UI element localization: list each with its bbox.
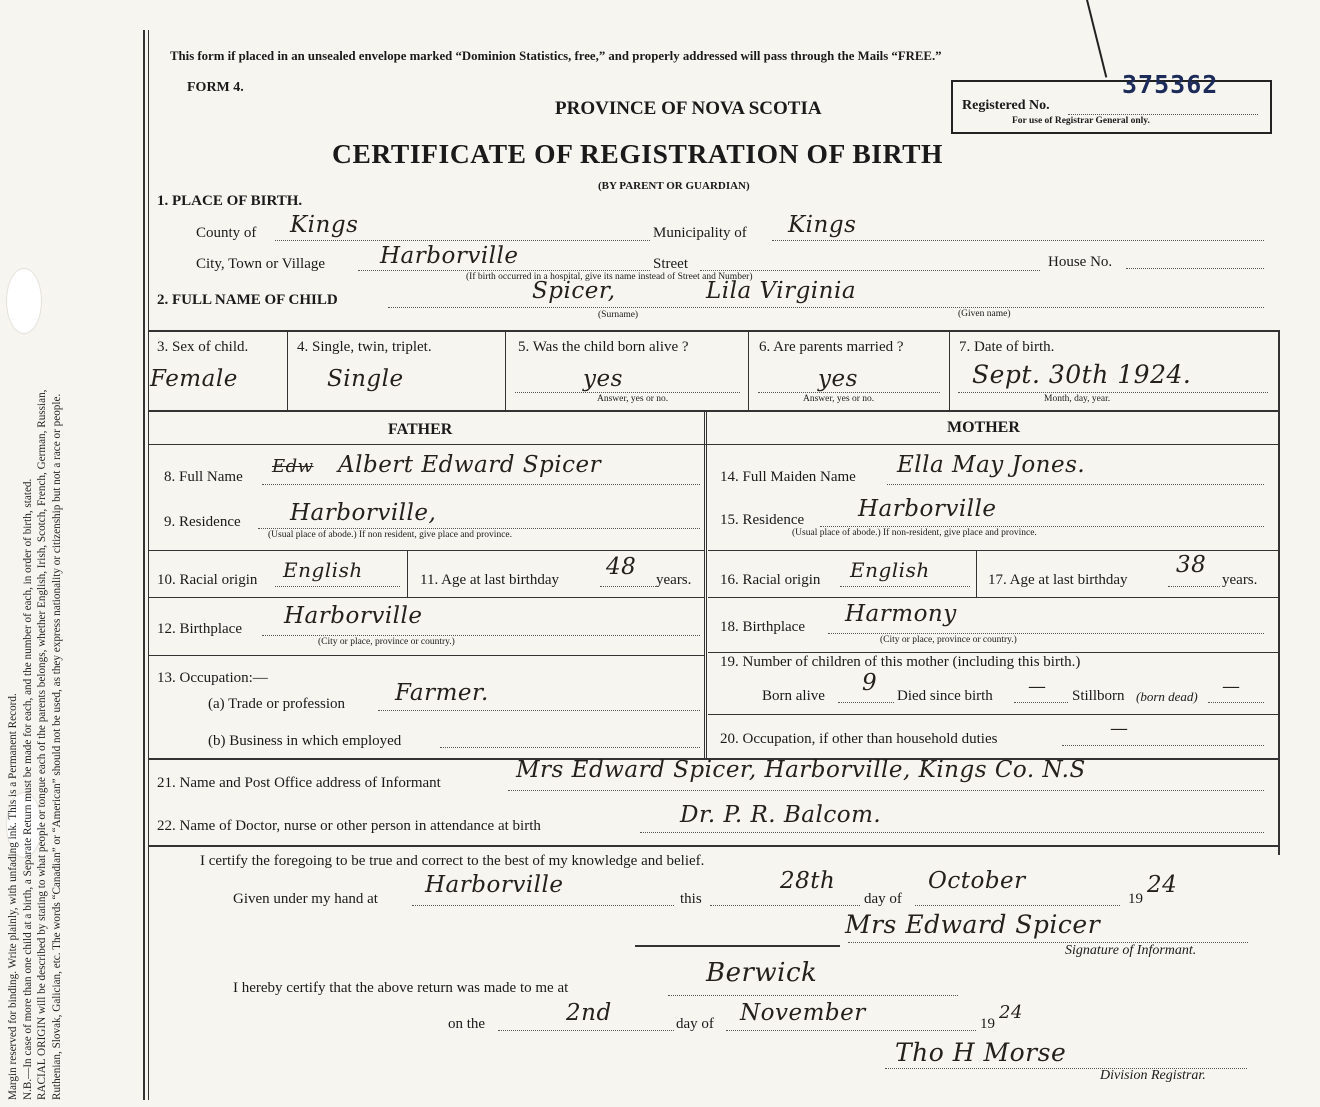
place-of-birth-heading: 1. PLACE OF BIRTH. [157, 193, 303, 209]
father-age-value: 48 [606, 554, 637, 580]
divider-col-3 [748, 330, 749, 410]
father-name-value: Albert Edward Spicer [338, 452, 602, 478]
mother-residence-line [820, 526, 1264, 527]
given-day: 28th [780, 868, 836, 894]
street-label: Street [653, 256, 688, 272]
mother-divider-age [976, 550, 977, 597]
father-birthplace-note: (City or place, province or country.) [318, 637, 455, 647]
born-alive-count-value: 9 [862, 670, 878, 696]
county-label: County of [196, 225, 257, 241]
father-years-label: years. [656, 572, 692, 588]
mother-age-line [1168, 586, 1220, 587]
surname-note: (Surname) [598, 310, 639, 320]
reg-day-of-label: day of [676, 1016, 714, 1032]
reg-line [1068, 114, 1258, 115]
informant-value: Mrs Edward Spicer, Harborville, Kings Co. N.S [516, 757, 1086, 783]
father-birthplace-label: 12. Birthplace [157, 621, 242, 637]
divider-col-2 [505, 330, 506, 410]
city-label: City, Town or Village [196, 256, 326, 272]
mother-heading: MOTHER [947, 419, 1020, 436]
county-value: Kings [290, 212, 359, 238]
divider-col-4 [949, 330, 950, 410]
died-since-birth-value: — [1028, 676, 1047, 697]
stillborn-label: Stillborn [1072, 688, 1125, 704]
mother-birthplace-label: 18. Birthplace [720, 619, 805, 635]
father-divider-race [148, 550, 704, 551]
father-residence-label: 9. Residence [164, 514, 241, 530]
mother-name-label: 14. Full Maiden Name [720, 469, 856, 485]
born-alive-count-line [838, 702, 894, 703]
registrar-year: 24 [999, 1002, 1023, 1023]
stillborn-note: (born dead) [1136, 689, 1198, 704]
mother-race-value: English [850, 558, 930, 582]
father-race-value: English [283, 558, 363, 582]
divider-col-1 [287, 330, 288, 410]
municipality-line [772, 240, 1264, 241]
divider-parents-heading [148, 444, 1278, 445]
born-alive-note: Answer, yes or no. [597, 394, 669, 404]
given-at-place: Harborville [425, 872, 564, 898]
registrar-statement: I hereby certify that the above return was made to me at [233, 980, 569, 996]
informant-line [508, 790, 1264, 791]
mother-name-line [887, 484, 1264, 485]
left-border-inner [148, 30, 149, 1100]
father-heading: FATHER [388, 421, 453, 438]
mother-birthplace-note: (City or place, province or country.) [880, 635, 1017, 645]
father-age-label: 11. Age at last birthday [420, 572, 559, 588]
reg-year-prefix: 19 [980, 1016, 995, 1032]
parents-married-value: yes [818, 366, 858, 392]
certification-statement: I certify the foregoing to be true and correct to the best of my knowledge and belief. [200, 853, 705, 869]
divider-certification-top [148, 845, 1278, 847]
father-trade-value: Farmer. [395, 680, 489, 706]
father-trade-label: (a) Trade or profession [208, 696, 346, 712]
mother-residence-label: 15. Residence [720, 512, 805, 528]
margin-note-3: RACIAL ORIGIN will be described by stating to what people or tongue each of the parents belongs, whether English, Irish, Scotch, French, German, Russian, [36, 389, 49, 1100]
father-divider-birthplace [148, 597, 704, 598]
registrar-label: Division Registrar. [1100, 1068, 1206, 1083]
mother-divider-birthplace [708, 597, 1278, 598]
father-occupation-label: 13. Occupation:— [157, 670, 268, 686]
parents-married-label: 6. Are parents married ? [759, 339, 904, 355]
margin-note-4: Ruthenian, Slovak, Galician, etc. The words “Canadian” or “American” should not be used, as they express nationality or citizenship but not a race or people. [50, 393, 63, 1100]
stamp-line [1086, 0, 1107, 78]
mother-divider-occupation [708, 714, 1278, 715]
plurality-label: 4. Single, twin, triplet. [297, 339, 432, 355]
registrar-place-line [668, 995, 958, 996]
father-name-struck: Edw [272, 456, 314, 477]
mother-age-value: 38 [1176, 552, 1207, 578]
father-birthplace-value: Harborville [284, 603, 423, 629]
date-of-birth-note: Month, day, year. [1044, 394, 1111, 404]
city-line [358, 270, 650, 271]
mother-race-line [840, 586, 970, 587]
margin-note-2: N.B.—In case of more than one child at a birth, a Separate Return must be made for each, and the number of each, in order of birth, stated. [21, 478, 34, 1100]
father-age-line [600, 586, 656, 587]
certificate-title: CERTIFICATE OF REGISTRATION OF BIRTH [332, 138, 944, 169]
margin-note-1: Margin reserved for binding. Write plainly, with unfading ink. This is a Permanent Record. [7, 693, 19, 1100]
father-residence-value: Harborville, [290, 500, 437, 526]
given-year: 24 [1147, 872, 1178, 898]
informant-signature: Mrs Edward Spicer [845, 910, 1101, 939]
registrar-month: November [740, 1000, 866, 1026]
municipality-label: Municipality of [653, 225, 747, 241]
informant-label: 21. Name and Post Office address of Informant [157, 775, 441, 791]
given-at-line [412, 905, 674, 906]
margin-notes [6, 40, 64, 1100]
doctor-line [640, 832, 1264, 833]
married-line [758, 392, 940, 393]
born-alive-count-label: Born alive [762, 688, 825, 704]
city-value: Harborville [380, 243, 519, 269]
child-given-name: Lila Virginia [706, 278, 857, 304]
year-prefix: 19 [1128, 891, 1143, 907]
registrar-signature: Tho H Morse [895, 1038, 1067, 1067]
stillborn-value: — [1222, 676, 1241, 697]
father-business-label: (b) Business in which employed [208, 733, 402, 749]
registrar-use-note: For use of Registrar General only. [1012, 116, 1150, 126]
date-line [958, 392, 1268, 393]
born-alive-value: yes [583, 366, 623, 392]
date-of-birth-label: 7. Date of birth. [959, 339, 1055, 355]
died-since-birth-line [1014, 702, 1068, 703]
doctor-label: 22. Name of Doctor, nurse or other person in attendance at birth [157, 818, 541, 834]
child-surname: Spicer, [532, 278, 616, 304]
father-residence-line [258, 528, 700, 529]
given-month: October [928, 868, 1026, 894]
divider-parents-middle [704, 410, 707, 758]
father-residence-note: (Usual place of abode.) If non resident, give place and province. [268, 530, 512, 540]
house-line [1126, 268, 1264, 269]
stillborn-line [1208, 702, 1264, 703]
divider-parents-top [148, 410, 1278, 412]
right-border [1278, 330, 1280, 855]
mother-occupation-line [1062, 745, 1264, 746]
mother-birthplace-line [828, 633, 1264, 634]
sex-value: Female [150, 366, 238, 392]
house-label: House No. [1048, 254, 1113, 270]
registrar-day: 2nd [566, 1000, 612, 1026]
father-race-label: 10. Racial origin [157, 572, 258, 588]
mother-divider-children [708, 652, 1278, 653]
mother-age-label: 17. Age at last birthday [988, 572, 1128, 588]
signature-label: Signature of Informant. [1065, 943, 1197, 958]
child-name-line [388, 307, 1264, 308]
municipality-value: Kings [788, 212, 857, 238]
died-since-birth-label: Died since birth [897, 688, 993, 704]
born-alive-line [515, 392, 740, 393]
doctor-value: Dr. P. R. Balcom. [680, 802, 882, 828]
date-of-birth-value: Sept. 30th 1924. [972, 360, 1192, 389]
plurality-value: Single [327, 366, 404, 392]
father-name-line [262, 484, 700, 485]
mother-birthplace-value: Harmony [845, 601, 957, 627]
parents-married-note: Answer, yes or no. [803, 394, 875, 404]
given-at-label: Given under my hand at [233, 891, 378, 907]
registered-number: 375362 [1122, 70, 1219, 99]
mother-years-label: years. [1222, 572, 1258, 588]
mail-notice: This form if placed in an unsealed envelope marked “Dominion Statistics, free,” and properly addressed will pass through the Mails “FREE.” [170, 49, 942, 63]
certificate-subtitle: (BY PARENT OR GUARDIAN) [598, 180, 750, 192]
father-business-line [440, 747, 700, 748]
reg-day-line [498, 1030, 674, 1031]
hospital-note: (If birth occurred in a hospital, give its name instead of Street and Number) [466, 272, 753, 282]
mother-race-label: 16. Racial origin [720, 572, 821, 588]
father-divider-occupation [148, 655, 704, 656]
mother-residence-note: (Usual place of abode.) If non-resident, give place and province. [792, 528, 1037, 538]
given-name-note: (Given name) [958, 309, 1011, 319]
mother-residence-value: Harborville [858, 496, 997, 522]
mother-divider-race [708, 550, 1278, 551]
registered-label: Registered No. [962, 98, 1050, 113]
on-the-label: on the [448, 1016, 486, 1032]
children-count-label: 19. Number of children of this mother (including this birth.) [720, 654, 1081, 670]
this-day-line [710, 905, 860, 906]
registrar-place: Berwick [706, 958, 818, 988]
father-trade-line [378, 710, 700, 711]
form-number: FORM 4. [187, 80, 244, 95]
day-of-label: day of [864, 891, 902, 907]
left-border [143, 30, 145, 1100]
this-label: this [680, 891, 702, 907]
province-heading: PROVINCE OF NOVA SCOTIA [555, 98, 822, 119]
mother-occupation-label: 20. Occupation, if other than household duties [720, 731, 998, 747]
county-line [275, 240, 650, 241]
mother-name-value: Ella May Jones. [897, 452, 1086, 478]
born-alive-label: 5. Was the child born alive ? [518, 339, 689, 355]
month-line [915, 905, 1120, 906]
child-name-label: 2. FULL NAME OF CHILD [157, 292, 338, 308]
mother-occupation-value: — [1110, 718, 1129, 739]
father-divider-age [407, 550, 408, 597]
father-birthplace-line [262, 635, 700, 636]
divider-row3-top [148, 330, 1278, 332]
sex-label: 3. Sex of child. [157, 339, 249, 355]
street-line [700, 270, 1040, 271]
father-name-label: 8. Full Name [164, 469, 243, 485]
divider-registrar [635, 945, 840, 947]
reg-month-line [726, 1030, 976, 1031]
father-race-line [275, 586, 400, 587]
